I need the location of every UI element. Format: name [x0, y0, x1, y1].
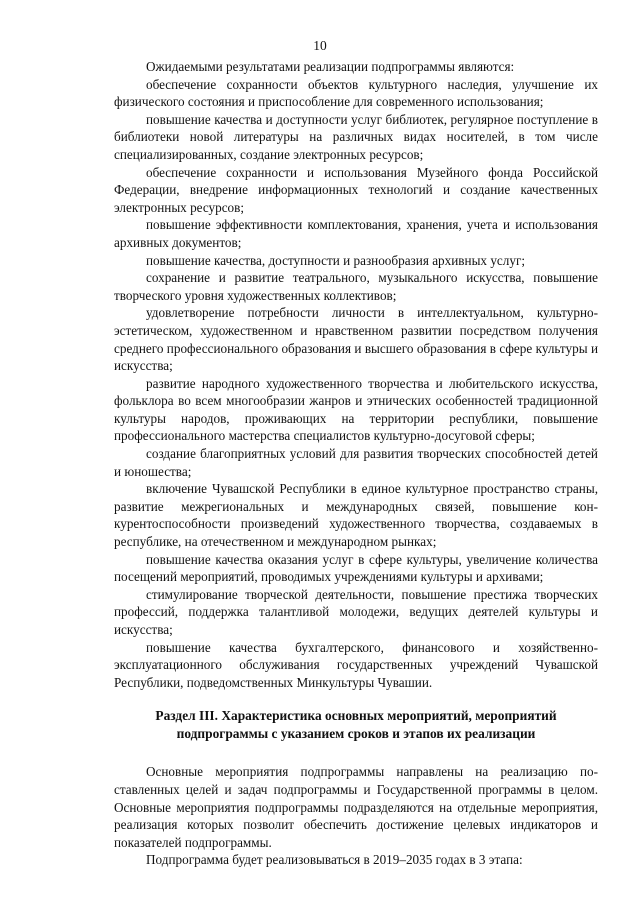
result-item: обеспечение сохранности и использования Музейного фонда Российской Федерации, внедрение информационных технологий и создание качественных электронных ресурсов; [114, 164, 598, 215]
result-item: повышение качества, доступности и разнообразия архивных услуг; [146, 252, 526, 268]
section-paragraph: Основные мероприятия подпрограммы направлены на реализацию поставленных целей и задач подпрограммы и Государственной программы в целом. Основные мероприятия подпрограммы подразделяются на отдельные мероприятия, реализация которых позволит обеспечить достижение целевых индикаторов и показателей подпрограммы. [114, 764, 598, 850]
result-item: включение Чувашской Республики в единое культурное пространство страны, развитие межрегиональных и международных связей, повышение конкурентоспособности произведений художественного творчества, создаваемых в республике, на отечественном и международном рынках; [114, 481, 598, 550]
page-number: 10 [313, 38, 327, 53]
document-body [114, 58, 598, 869]
result-item: повышение качества бухгалтерского, финансового и хозяйственно-эксплуатационного обслуживания государственных учреждений Чувашской Республики, подведомственных Минкультуры Чувашии. [114, 639, 598, 690]
spacer [114, 753, 598, 763]
result-item: обеспечение сохранности объектов культурного наследия, улучшение их физического состояния и приспособление для современного использования; [114, 76, 598, 110]
result-item: сохранение и развитие театрального, музыкального искусства, повышение творческого уровня художественных коллективов; [114, 270, 598, 303]
result-item: развитие народного художественного творчества и любительского искусства, фольклора во всем многообразии жанров и этнических особенностей традиционной культуры народов, проживающих на территории республики, повышение профессионального мастерства специалистов культурно-досуговой сферы; [114, 375, 598, 444]
result-item: повышение качества оказания услуг в сфере культуры, увеличение количества посещений мероприятий, проводимых учреждениями культуры и архивами; [114, 551, 598, 585]
result-item: стимулирование творческой деятельности, повышение престижа творческих профессий, поддержка талантливой молодежи, ведущих деятелей культуры и искусства; [114, 586, 598, 637]
section-heading [114, 707, 598, 743]
section-heading-line-1: Раздел III. Характеристика основных мероприятий, мероприятий [155, 708, 557, 724]
result-item: удовлетворение потребности личности в интеллектуальном, культурно-эстетическом, художественном и нравственном развитии посредством получения среднего профессионального образования и высшего образования в сфере культуры и искусства; [114, 305, 598, 374]
section-heading-line-2: подпрограммы с указанием сроков и этапов их реализации [176, 726, 536, 742]
section-paragraph: Подпрограмма будет реализовываться в 2019–2035 годах в 3 этапа: [146, 852, 523, 868]
result-item: повышение эффективности комплектования, хранения, учета и использования архивных документов; [114, 217, 598, 250]
result-item: повышение качества и доступности услуг библиотек, регулярное поступление в библиотеки новой литературы на различных видах носителей, в том числе специализированных, создание электронных ресурсов; [114, 111, 598, 162]
result-item: создание благоприятных условий для развития творческих способностей детей и юношества; [114, 446, 598, 479]
results-intro: Ожидаемыми результатами реализации подпрограммы являются: [146, 59, 515, 74]
